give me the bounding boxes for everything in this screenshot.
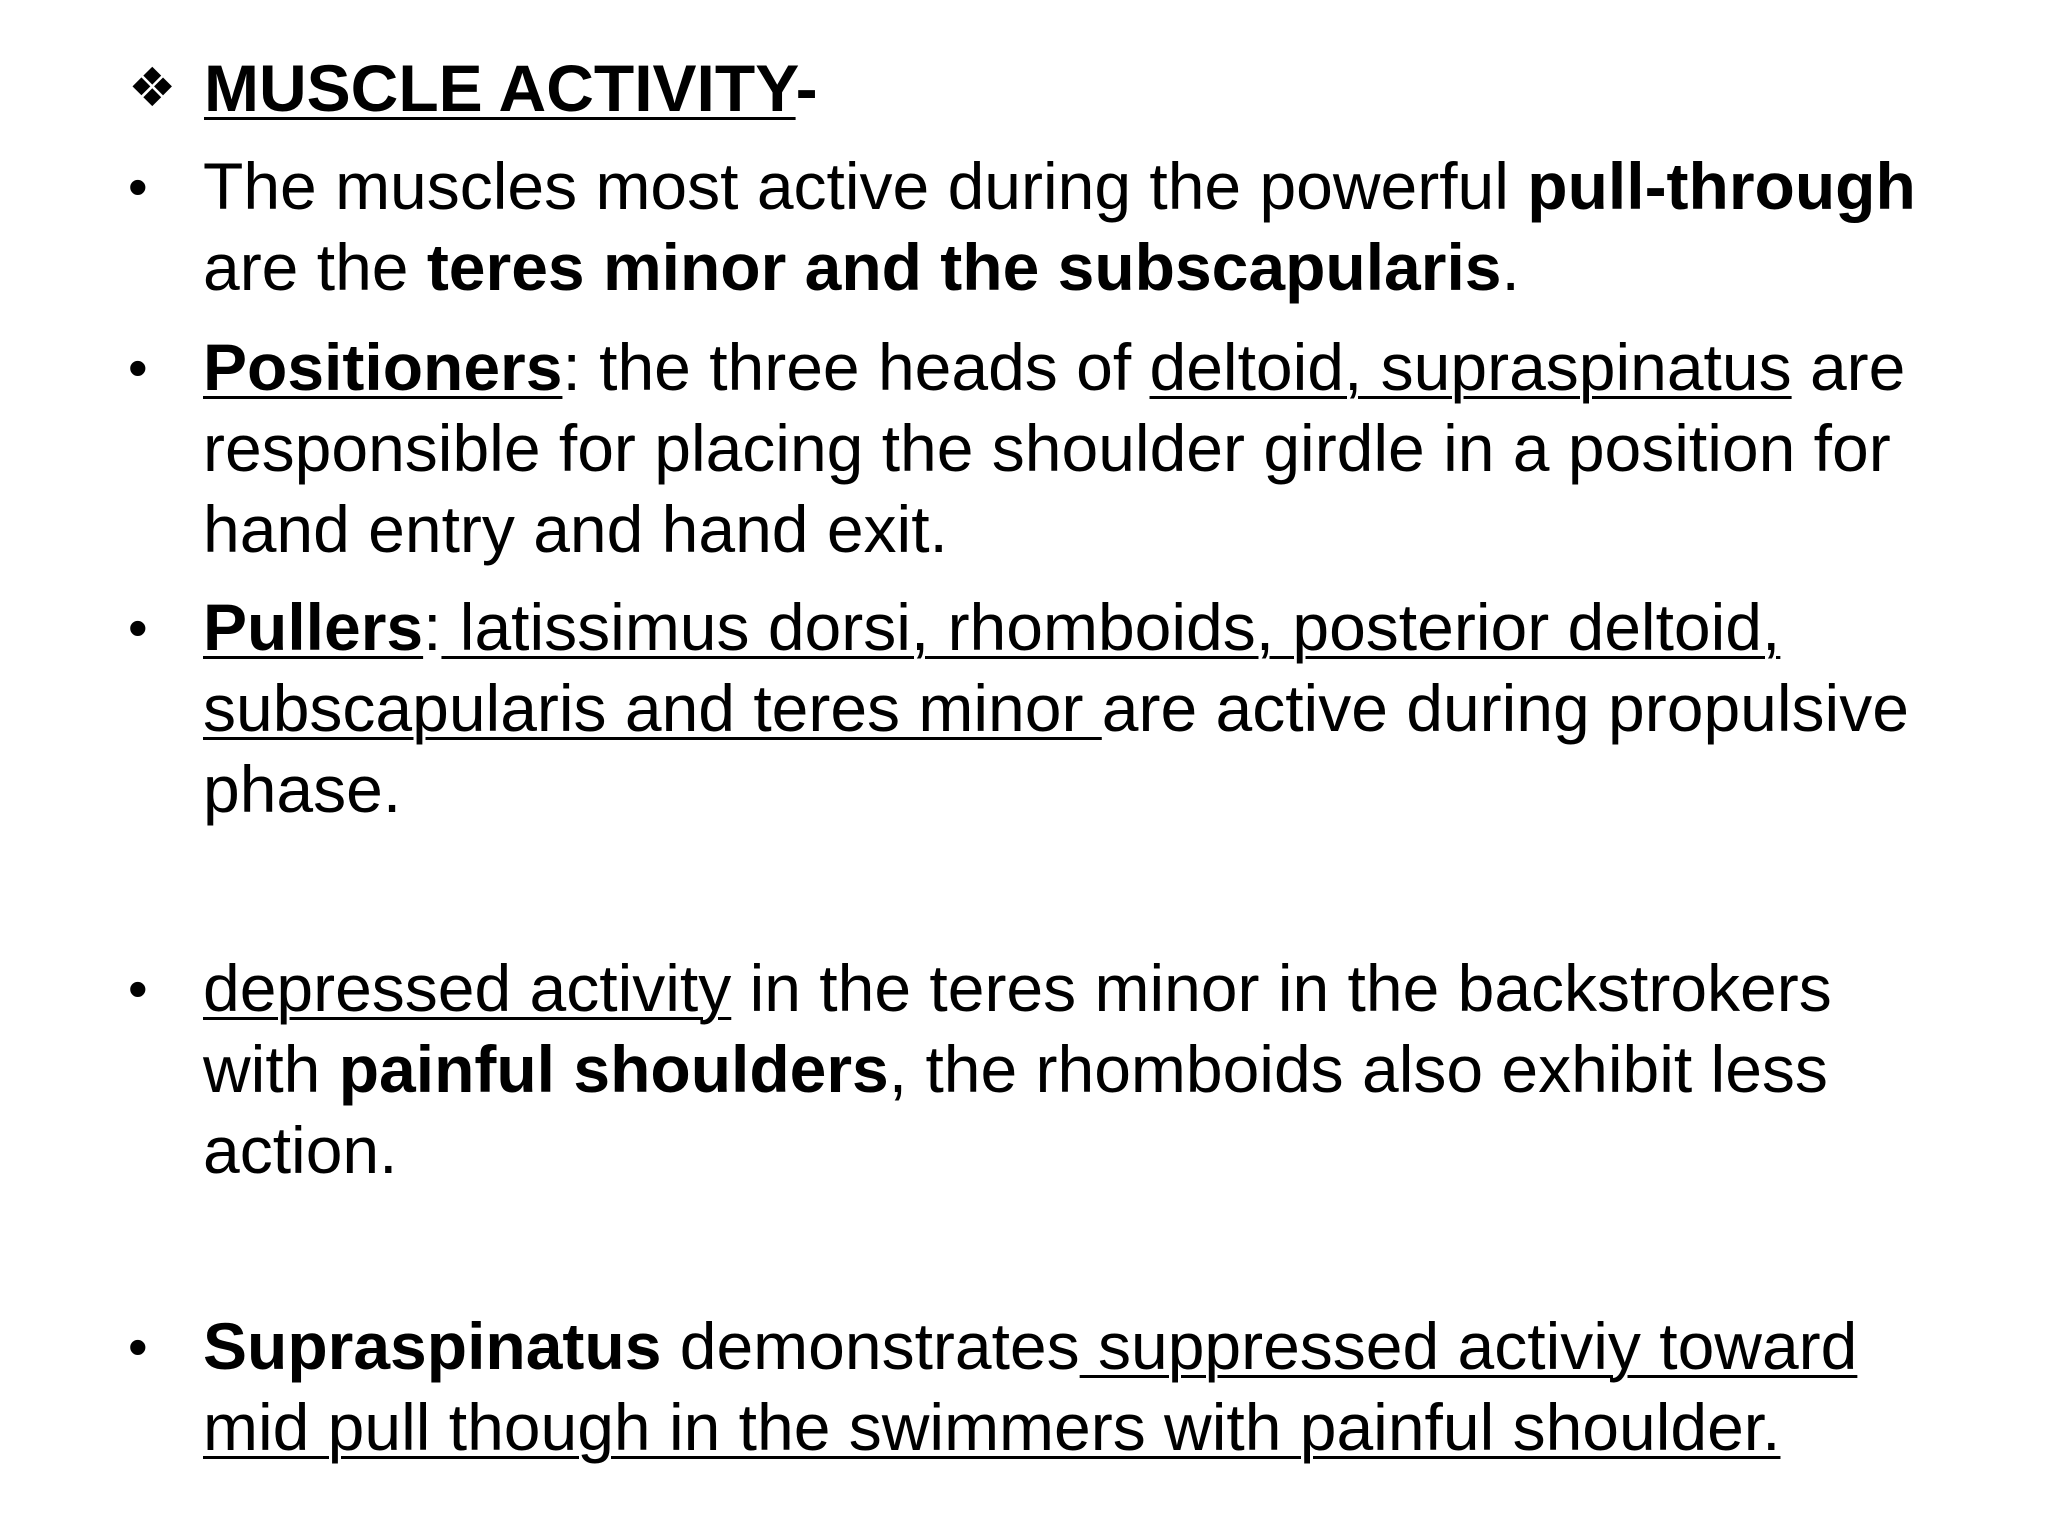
text-segment: teres minor and the subscapularis	[426, 230, 1502, 304]
text-segment: , the rhomboids also exhibit less action.	[203, 1032, 1828, 1187]
bullet-icon: •	[128, 155, 148, 218]
list-item-text	[203, 1306, 1948, 1468]
text-segment: are responsible for placing the shoulder girdle in a position for hand entry and hand exit.	[203, 330, 1906, 566]
bullet-icon: •	[128, 336, 148, 399]
text-segment: latissimus dorsi, rhomboids, posterior deltoid, subscapularis and teres minor	[203, 590, 1781, 745]
diamond-bullet-icon: ❖	[128, 58, 177, 118]
text-segment: painful shoulders	[338, 1032, 889, 1106]
heading-title: MUSCLE ACTIVITY	[204, 51, 796, 125]
bullet-icon: •	[128, 1315, 148, 1378]
text-segment: in the teres minor in the backstrokers with	[203, 951, 1832, 1106]
list-item-text	[203, 146, 1948, 308]
bullet-icon: •	[128, 596, 148, 659]
text-segment: The muscles most active during the powerful	[203, 149, 1528, 223]
text-segment: : the three heads of	[562, 330, 1150, 404]
text-segment: suppressed activiy toward mid pull though in the swimmers with painful shoulder.	[203, 1309, 1858, 1464]
list-item-text	[203, 587, 1948, 830]
text-segment: demonstrates	[661, 1309, 1080, 1383]
text-segment: are active during propulsive phase.	[203, 671, 1909, 826]
slide-heading	[128, 44, 818, 132]
list-item-text	[203, 948, 1948, 1191]
text-segment: depressed activity	[203, 951, 732, 1025]
heading-suffix: -	[795, 51, 818, 125]
list-item-text	[203, 327, 1948, 570]
text-segment: deltoid, supraspinatus	[1149, 330, 1792, 404]
text-segment: .	[1501, 230, 1520, 304]
text-segment: :	[423, 590, 442, 664]
text-segment: Pullers	[203, 590, 424, 664]
text-segment: Positioners	[203, 330, 563, 404]
text-segment: Supraspinatus	[203, 1309, 662, 1383]
text-segment: pull-through	[1527, 149, 1916, 223]
bullet-icon: •	[128, 957, 148, 1020]
text-segment: are the	[203, 230, 427, 304]
